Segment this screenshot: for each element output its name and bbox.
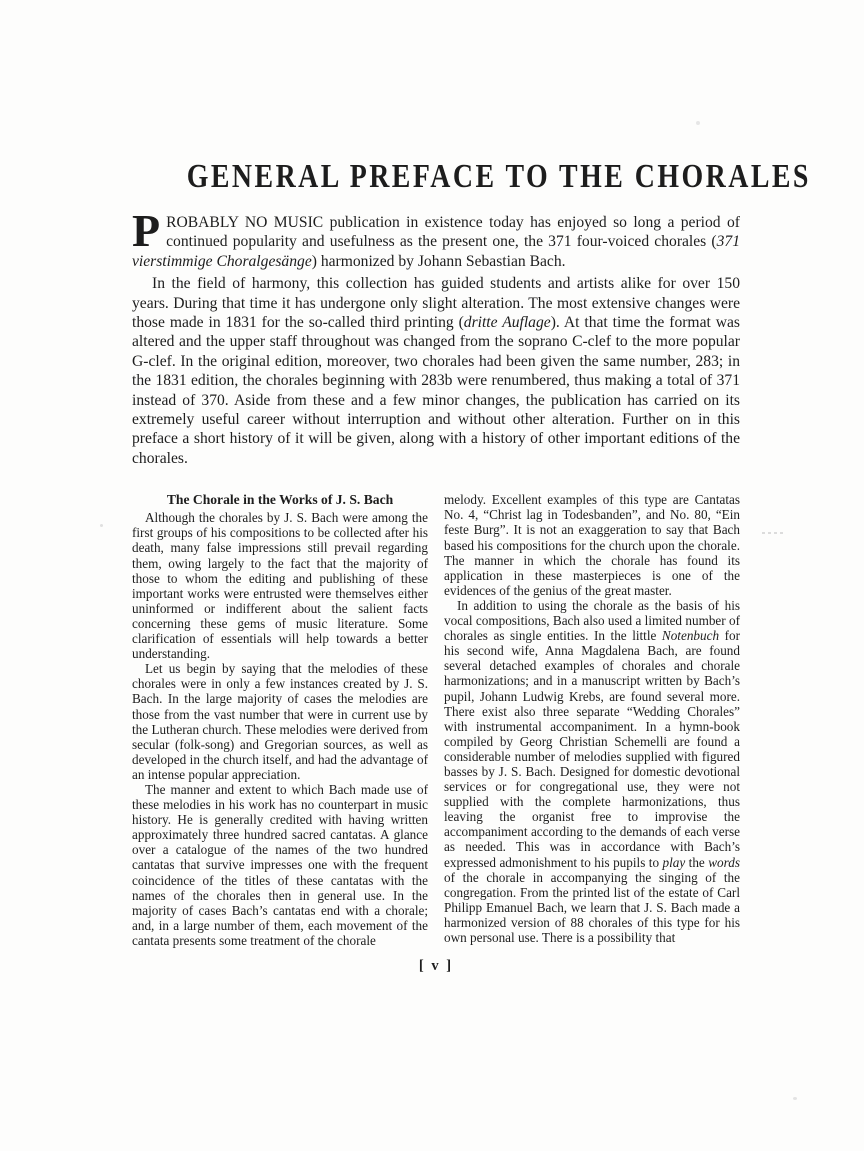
page-title: GENERAL PREFACE TO THE CHORALES [186,158,811,195]
right-p2-text-3: the [685,854,709,870]
intro-section [132,205,740,468]
right-col-paragraph-2 [444,598,740,945]
left-col-paragraph-3: The manner and extent to which Bach made use of these melodies in his work has no counterpart in music history. He is generally credited with having written approximately three hundred sacred cantatas. A glance over a catalogue of the names of the two hundred cantatas that survive impresses one with the frequent coincidence of the titles of these cantatas with the names of the chorales then in general use. In the majority of cases Bach’s cantatas end with a chorale; and, in a large number of them, each movement of the cantata presents some treatment of the chorale [132,781,428,948]
page-content [132,158,811,975]
right-p2-italic-words: words [708,854,740,870]
right-p2-italic-play: play [662,854,686,870]
intro-p2-italic: dritte Auflage [463,314,551,332]
intro-p2-text: In the field of harmony, this collection has guided students and artists alike for over 150 years. During that time it has undergone only slight alteration. The most extensive changes were those made in 1831 for the so-called third printing ( [132,275,740,332]
right-col-paragraph-1: melody. Excellent examples of this type are Cantatas No. 4, “Christ lag in Todesbanden”, and No. 80, “Ein feste Burg”. It is not an exaggeration to say that Bach based his compositions for the church upon the chorale. The manner in which the chorale has found its application in these masterpieces is one of the evidences of the genius of the great master. [444,492,740,598]
scan-artifact [100,524,103,527]
page-number: [ v ] [418,958,454,974]
scan-artifact [793,1097,797,1100]
left-col-paragraph-1: Although the chorales by J. S. Bach were among the first groups of his compositions to be collected after his death, many false impressions still prevail regarding them, owing largely to the fact that the majority of those to whom the editing and publishing of these important works were entrusted were themselves either uninformed or indifferent about the salient facts concerning these gems of music literature. Some clarification of essentials will help towards a better understanding. [132,510,428,662]
drop-cap: P [132,205,161,256]
intro-paragraph-1 [132,205,740,271]
intro-p1-text: ROBABLY NO MUSIC publication in existence today has enjoyed so long a period of continued popularity and usefulness as the present one, the 371 four-voiced chorales ( [166,214,740,251]
two-column-section [132,492,740,948]
left-col-paragraph-2: Let us begin by saying that the melodies of these chorales were in only a few instances created by J. S. Bach. In the large majority of cases the melodies are those from the vast number that were in current use by the Lutheran church. These melodies were derived from secular (folk-song) and Gregorian sources, as well as developed in the church itself, and had the advantage of an intense popular appreciation. [132,661,428,782]
left-column [132,492,428,948]
intro-p1-italic: 371 vierstimmige Choralgesänge [132,233,740,270]
scan-artifact [696,121,700,125]
right-p2-italic-notenbuch: Notenbuch [661,628,720,644]
right-p2-text-2: for his second wife, Anna Magdalena Bach, are found several detached examples of chorales and chorale harmonizations; and in a manuscript written by Bach’s pupil, Johann Ludwig Krebs, are found several more. There exist also three separate “Wedding Chorales” with instrumental accompaniment. In a hymn-book compiled by Georg Christian Schemelli are found a considerable number of melodies supplied with figured basses by J. S. Bach. Designed for domestic devotional services or for congregational use, they were not supplied with the complete harmonizations, thus leaving the organist free to improvise the accompaniment according to the demands of each verse as needed. This was in accordance with Bach’s expressed admonishment to his pupils to [444,628,740,870]
right-p2-text: In addition to using the chorale as the basis of his vocal compositions, Bach also used a limited number of chorales as single entities. In the little [444,597,740,644]
right-column [444,492,740,948]
right-p2-text-end: of the chorale in accompanying the singing of the congregation. From the printed list of the estate of Carl Philipp Emanuel Bach, we learn that J. S. Bach made a harmonized version of 88 chorales of this type for his own personal use. There is a possibility that [444,869,740,945]
section-heading: The Chorale in the Works of J. S. Bach [166,492,394,508]
intro-p1-text-end: ) harmonized by Johann Sebastian Bach. [311,252,566,270]
scan-artifact [762,532,786,534]
intro-paragraph-2 [132,274,740,468]
intro-p2-text-end: ). At that time the format was altered and the upper staff throughout was changed from the soprano C-clef to the more popular G-clef. In the original edition, moreover, two chorales had been given the same number, 283; in the 1831 edition, the chorales beginning with 283b were renumbered, thus making a total of 371 instead of 370. Aside from these and a few minor changes, the publication has carried on its extremely useful career without interruption and without other alteration. Further on in this preface a short history of it will be given, along with a history of other important editions of the chorales. [132,314,740,467]
